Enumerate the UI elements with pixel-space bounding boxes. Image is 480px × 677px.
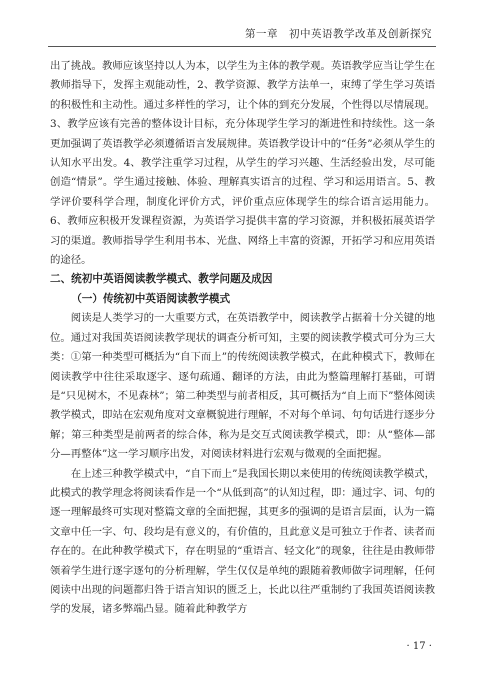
section-heading: 二、统初中英语阅读教学模式、教学问题及成因 [50,273,273,286]
running-header: 第一章 初中英语教学改革及创新探究 [245,28,432,40]
header-rule [48,46,436,47]
page-body [50,57,435,620]
paragraph-bottom-up: 在上述三种教学模式中，“自下而上”是我国长期以来使用的传统阅读教学模式，此模式的教学理念将阅读看作是一个“从低到高”的认知过程，即：通过字、词、句的逐一理解最终可实现对整篇文章的全面把握，其更多的强调的是语言层面，认为一篇文章中任一字、句、段均是有意义的，有价值的，且此意义是可独立于作者、读者而存在的。在此种教学模式下，存在明显的“重语言、轻文化”的现象，往往是由教师带领着学生进行逐字逐句的分析理解，学生仅仅是单纯的跟随着教师做字词理解，任何阅读中出现的问题都归咎于语言知识的匮乏上，长此以往严重制约了我国英语阅读教学的发展，诸多弊端凸显。随着此种教学方 [50,467,435,616]
subsection-heading: （一）传统初中英语阅读教学模式 [71,292,231,305]
paragraph-reading-modes: 阅读是人类学习的一大重要方式，在英语教学中，阅读教学占据着十分关键的地位。通过对我国英语阅读教学现状的调查分析可知，主要的阅读教学模式可分为三大类：①第一种类型可概括为“自下而上”的传统阅读教学模式，在此种模式下，教师在阅读教学中往往采取逐字、逐句疏通、翻译的方法，由此为整篇理解打基础，可谓是“只见树木，不见森林”；第二种类型与前者相反，其可概括为“自上而下”整体阅读教学模式，即站在宏观角度对文章概貌进行理解，不对每个单词、句句话进行逐步分解；第三种类型是前两者的综合体，称为是交互式阅读教学模式，即：从“整体—部分—再整体”这一学习顺序出发，对阅读材料进行宏观与微观的全面把握。 [50,312,435,461]
paragraph-continued: 出了挑战。教师应该坚持以人为本，以学生为主体的教学观。英语教学应当让学生在教师指导下，发挥主观能动性，2、教学资源、教学方法单一，束缚了学生学习英语的积极性和主动性。通过多样性的学习，让个体的到充分发展，个性得以尽情展现。3、教学应该有完善的整体设计目标，充分体现学生学习的渐进性和持续性。这一条更加强调了英语教学必须遵循语言发展规律。英语教学设计中的“任务”必须从学生的认知水平出发。4、教学注重学习过程，从学生的学习兴趣、生活经验出发，尽可能创造“情景”。学生通过接触、体验、理解真实语言的过程、学习和运用语言。5、教学评价要科学合理，制度化评价方式，评价重点应体现学生的综合语言运用能力。6、教师应积极开发课程资源，为英语学习提供丰富的学习资源，并积极拓展英语学习的渠道。教师指导学生利用书本、光盘、网络上丰富的资源，开拓学习和应用英语的途径。 [50,60,435,267]
page-number: · 17 · [406,641,432,652]
